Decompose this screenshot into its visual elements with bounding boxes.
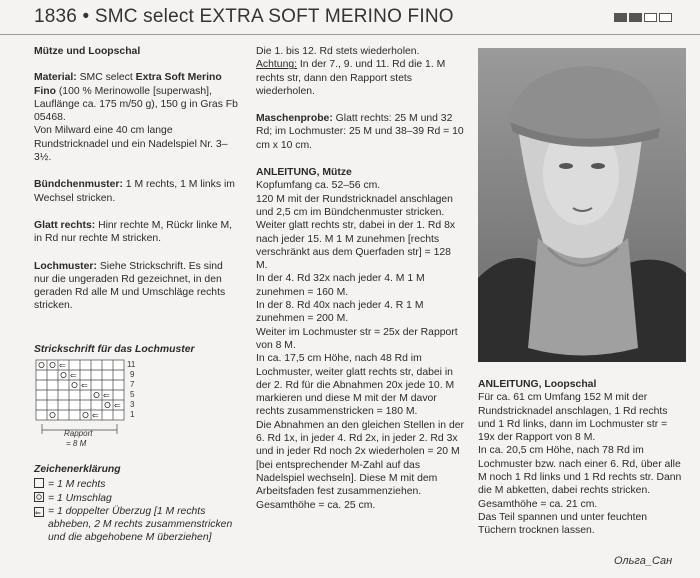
row-label: 7 <box>130 380 135 389</box>
legend-heading: Zeichenerklärung <box>34 464 121 475</box>
repeat-paragraph: Die 1. bis 12. Rd stets wiederholen. <box>256 46 420 57</box>
cuff-paragraph <box>34 178 240 205</box>
column-scarf <box>478 378 686 538</box>
instruction-line: Gesamthöhe = ca. 21 cm. <box>478 498 598 510</box>
material-label: Material: <box>34 72 77 84</box>
svg-text:⇐: ⇐ <box>70 371 77 380</box>
yarnover-symbol-icon <box>34 492 44 502</box>
svg-text:⇐: ⇐ <box>114 401 121 410</box>
instruction-line: 120 M mit der Rundstricknadel anschlagen und 2,5 cm im Bündchenmuster stricken. <box>256 193 453 218</box>
instruction-line: In der 4. Rd 32x nach jeder 4. M 1 M zunehmen = 160 M. <box>256 273 425 298</box>
note-label: Achtung: <box>256 59 298 71</box>
hat-heading: ANLEITUNG, Mütze <box>256 167 352 179</box>
needles-paragraph: Von Milward eine 40 cm lange Rundstricknadel und ein Nadelspiel Nr. 3–3½. <box>34 125 228 164</box>
scarf-heading: ANLEITUNG, Loopschal <box>478 379 597 390</box>
instruction-line: In der 8. Rd 40x nach jeder 4. R 1 M zunehmen = 200 M. <box>256 300 424 325</box>
page-indicator-dot <box>629 13 642 22</box>
svg-text:⇐: ⇐ <box>59 361 66 370</box>
legend-item-yarnover <box>34 492 244 505</box>
material-paragraph <box>34 71 240 124</box>
svg-text:⇐: ⇐ <box>81 381 88 390</box>
column-materials <box>34 45 240 321</box>
cuff-label: Bündchenmuster: <box>34 179 123 191</box>
chart-caption: Strickschrift für das Lochmuster <box>34 344 195 355</box>
instruction-line: In ca. 17,5 cm Höhe, nach 48 Rd im Lochmuster, weiter glatt rechts str, dabei in der 2. Rd für die Abnahmen 20x jede 10. M markieren und diese M mit der M davor rechts zusammenstricken = 180 M. <box>256 353 455 418</box>
lace-text: Siehe Strickschrift. Es sind nur die ungeraden Rd gezeichnet, in den geraden Rd alle M und Umschläge rechts stricken. <box>34 260 226 312</box>
double-decrease-symbol-icon <box>34 507 44 517</box>
scarf-instructions <box>478 391 686 537</box>
chart-caption-box <box>34 343 244 356</box>
gauge-paragraph <box>256 112 464 152</box>
instruction-line: Weiter im Lochmuster str = 25x der Rapport von 8 M. <box>256 326 458 351</box>
chart-legend <box>34 463 244 545</box>
column-hat <box>256 45 464 512</box>
material-text: SMC select <box>76 72 136 84</box>
section-heading: Mütze und Loopschal <box>34 46 141 57</box>
row-label: 1 <box>130 410 135 419</box>
page-indicator <box>614 13 672 22</box>
instruction-line: In ca. 20,5 cm Höhe, nach 78 Rd im Lochmuster bzw. nach einer 6. Rd, über alle M noch 1 Rd links und 1 Rd rechts str. Dann die M abketten, dabei rechts stricken. <box>478 445 682 497</box>
instruction-line: Weiter glatt rechts str, dabei in der 1. Rd 8x nach jeder 15. M 1 M zunehmen [rechts verschränkt aus dem Querfaden str] = 128 M. <box>256 220 456 272</box>
watermark: Ольга_Сан <box>614 555 673 567</box>
row-label: 9 <box>130 370 135 379</box>
legend-text: = 1 M rechts <box>48 479 106 491</box>
note-text: In der 7., 9. und 11. Rd die 1. M rechts str, dann den Rapport stets wiederholen. <box>256 59 446 97</box>
note-paragraph <box>256 58 464 98</box>
gauge-label: Maschenprobe: <box>256 113 333 125</box>
yarn-name: Extra Soft Merino Fino <box>34 72 222 97</box>
stockinette-paragraph <box>34 219 240 246</box>
instruction-line: Für ca. 61 cm Umfang 152 M mit der Rundstricknadel anschlagen, 1 Rd rechts und 1 Rd links, dann im Lochmuster str = 19x der Rapport von 8 M. <box>478 392 668 444</box>
legend-item-decrease <box>34 505 244 545</box>
gauge-text: Glatt rechts: 25 M und 32 Rd; im Lochmuster: 25 M und 38–39 Rd = 10 cm x 10 cm. <box>256 113 464 151</box>
knit-symbol-icon <box>34 478 44 488</box>
legend-item-knit <box>34 478 244 491</box>
cuff-text: 1 M rechts, 1 M links im Wechsel stricken. <box>34 179 235 204</box>
lace-chart <box>34 358 144 448</box>
repeat-label: Rapport <box>64 429 93 438</box>
svg-text:⇐: ⇐ <box>35 509 41 516</box>
page-indicator-dot <box>644 13 657 22</box>
lace-paragraph <box>34 260 240 313</box>
lace-label: Lochmuster: <box>34 260 97 272</box>
svg-text:⇐: ⇐ <box>103 391 110 400</box>
page-indicator-dot <box>614 13 627 22</box>
material-text: (100 % Merinowolle [superwash], Lauflänge ca. 175 m/50 g), 150 g in Gras Fb 05468. <box>34 85 238 124</box>
legend-text: = 1 Umschlag <box>48 492 112 504</box>
page-indicator-dot <box>659 13 672 22</box>
model-photo <box>478 48 686 362</box>
instruction-line: Die Abnahmen an den gleichen Stellen in der 6. Rd 1x, in jeder 4. Rd 2x, in jeder 2. Rd 3x und in jeder Rd noch 2x wiederholen = 20 M [bei entsprechender M-Zahl auf das Nadelspiel wechseln]. Diese M mit dem Arbeitsfaden fest zusammenziehen. <box>256 419 464 498</box>
row-label: 5 <box>130 390 135 399</box>
pattern-title: 1836 • SMC select EXTRA SOFT MERINO FINO <box>34 6 454 27</box>
row-label: 3 <box>130 400 135 409</box>
instruction-line: Das Teil spannen und unter feuchten Tüchern trocknen lassen. <box>478 511 648 537</box>
hat-instructions <box>256 179 464 511</box>
legend-text: = 1 doppelter Überzug [1 M rechts abheben, 2 M rechts zusammenstricken und die abgehobene M überziehen] <box>48 505 233 544</box>
stockinette-text: Hinr rechte M, Rückr linke M, in Rd nur rechte M stricken. <box>34 219 233 245</box>
row-label: 11 <box>127 360 136 369</box>
page-header <box>0 0 700 35</box>
instruction-line: Kopfumfang ca. 52–56 cm. <box>256 180 381 192</box>
svg-text:⇐: ⇐ <box>92 411 99 420</box>
repeat-value: = 8 M <box>66 439 87 448</box>
stockinette-label: Glatt rechts: <box>34 219 96 231</box>
instruction-line: Gesamthöhe = ca. 25 cm. <box>256 499 376 511</box>
